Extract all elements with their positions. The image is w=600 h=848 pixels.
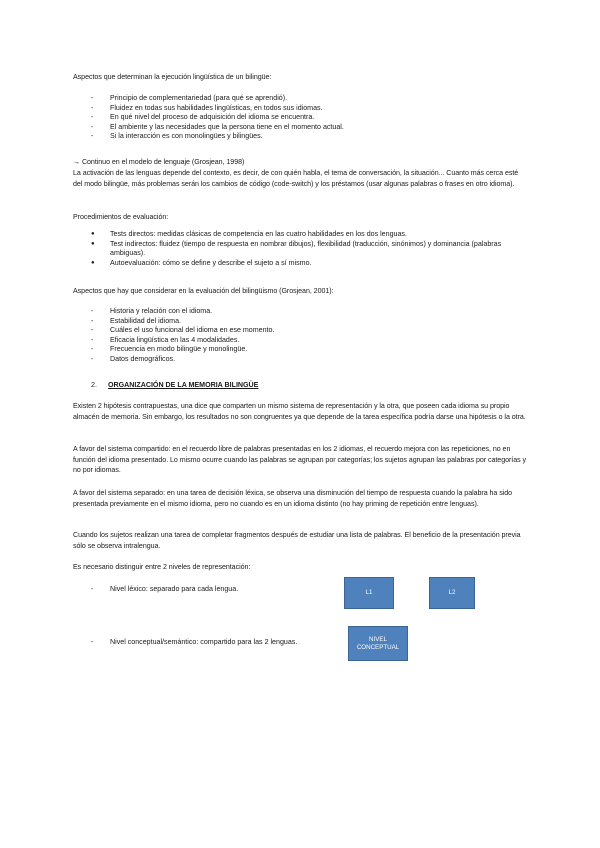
dash-marker: - [91,326,94,335]
eval-heading: Procedimientos de evaluación: [73,213,169,221]
aspects-list [73,94,528,142]
paragraph-fragment-completion: Cuando los sujetos realizan una tarea de completar fragmentos después de estudiar una lista de palabras. El beneficio de la presentación previa sólo se observa intralengua. [73,531,521,550]
dash-marker: - [91,585,94,593]
bullet-marker: ● [91,240,95,247]
paragraph-hypotheses: Existen 2 hipótesis contrapuestas, una dice que comparten un mismo sistema de representación y la otra, que poseen cada idioma su propio almacén de memoria. Sin embargo, los resultados no son congruentes ya que depende de la tarea específica podría darse una hipótesis o la otra. [73,402,526,421]
dash-marker: - [91,122,94,131]
list-item: - Eficacia lingüística en las 4 modalidades. [91,335,240,344]
section-title: ORGANIZACIÓN DE LA MEMORIA BILINGÜE [108,381,259,389]
list-item: - El ambiente y las necesidades que la persona tiene en el momento actual. [91,122,344,131]
dash-marker: - [91,103,94,112]
bullet-marker: ● [91,231,95,237]
dash-marker: - [91,113,94,122]
conceptual-level-box: NIVEL CONCEPTUAL [348,626,408,661]
consider-list [73,307,528,365]
list-item: ● Test indirectos: fluidez (tiempo de respuesta en nombrar dibujos), flexibilidad (traducción, sinónimos) y dominancia (palabras ambiguas). [91,239,502,258]
list-item: - Si la interacción es con monolingües y bilingües. [91,132,263,141]
dash-marker: - [91,307,94,315]
paragraph-levels-intro: Es necesario distinguir entre 2 niveles de representación: [73,563,251,571]
level-conceptual [91,637,297,647]
list-item: ● Autoevaluación: cómo se define y describe el sujeto a sí mismo. [91,258,312,267]
dash-marker: - [91,335,94,344]
paragraph-shared-system: A favor del sistema compartido: en el recuerdo libre de palabras presentadas en los 2 idiomas, el recuerdo mejora con las repeticiones, no en función del idioma presentado. Lo mismo ocurre cuando las palabras se agrupan por categorías; los sujetos agrupan las palabras por categorías y no por idiomas. [73,445,527,475]
level-conceptual-text: Nivel conceptual/semántico: compartido para las 2 lenguas. [110,638,298,646]
list-item: - Frecuencia en modo bilingüe y monolingüe. [91,345,248,354]
list-item: - Datos demográficos. [91,354,176,363]
l1-box: L1 [344,577,394,609]
dash-marker: - [91,354,94,363]
list-item: ● Tests directos: medidas clásicas de competencia en las cuatro habilidades en los dos lenguas. [91,230,407,238]
list-item: - Principio de complementariedad (para qué se aprendió). [91,94,288,102]
continuum-body: La activación de las lenguas depende del contexto, es decir, de con quién habla, el tema de conversación, la situación... Cuanto más cerca esté del modo bilingüe, más problemas serán los cambios de código (code-switch) y los préstamos (usar algunas palabras o frases en otro idioma). [73,169,519,188]
section-heading [91,380,258,390]
list-item: - Cuáles el uso funcional del idioma en ese momento. [91,326,275,335]
l2-box: L2 [429,577,475,609]
list-item: - Estabilidad del idioma. [91,316,181,325]
level-lexical [91,584,238,594]
dash-marker: - [91,316,94,325]
list-item: - Fluidez en todas sus habilidades lingüísticas, en todos sus idiomas. [91,103,323,112]
dash-marker: - [91,132,94,141]
section-number: 2. [91,381,97,389]
dash-marker: - [91,638,94,646]
dash-marker: - [91,94,94,102]
paragraph-separate-system: A favor del sistema separado: en una tarea de decisión léxica, se observa una disminución del tiempo de respuesta cuando la palabra ha sido presentada previamente en el mismo idioma, pero no cuando es en un idioma distinto (no hay priming de repetición entre lenguas). [73,489,513,508]
continuum-title: → Continuo en el modelo de lenguaje (Grosjean, 1998) [73,158,245,166]
bullet-marker: ● [91,259,95,266]
list-item: - En qué nivel del proceso de adquisición del idioma se encuentra. [91,113,315,122]
eval-list [73,230,528,268]
dash-marker: - [91,345,94,354]
list-item: - Historia y relación con el idioma. [91,307,213,315]
level-lexical-text: Nivel léxico: separado para cada lengua. [110,585,239,593]
intro-heading: Aspectos que determinan la ejecución lingüística de un bilingüe: [73,73,272,81]
consider-heading: Aspectos que hay que considerar en la evaluación del bilingüismo (Grosjean, 2001): [73,287,334,295]
